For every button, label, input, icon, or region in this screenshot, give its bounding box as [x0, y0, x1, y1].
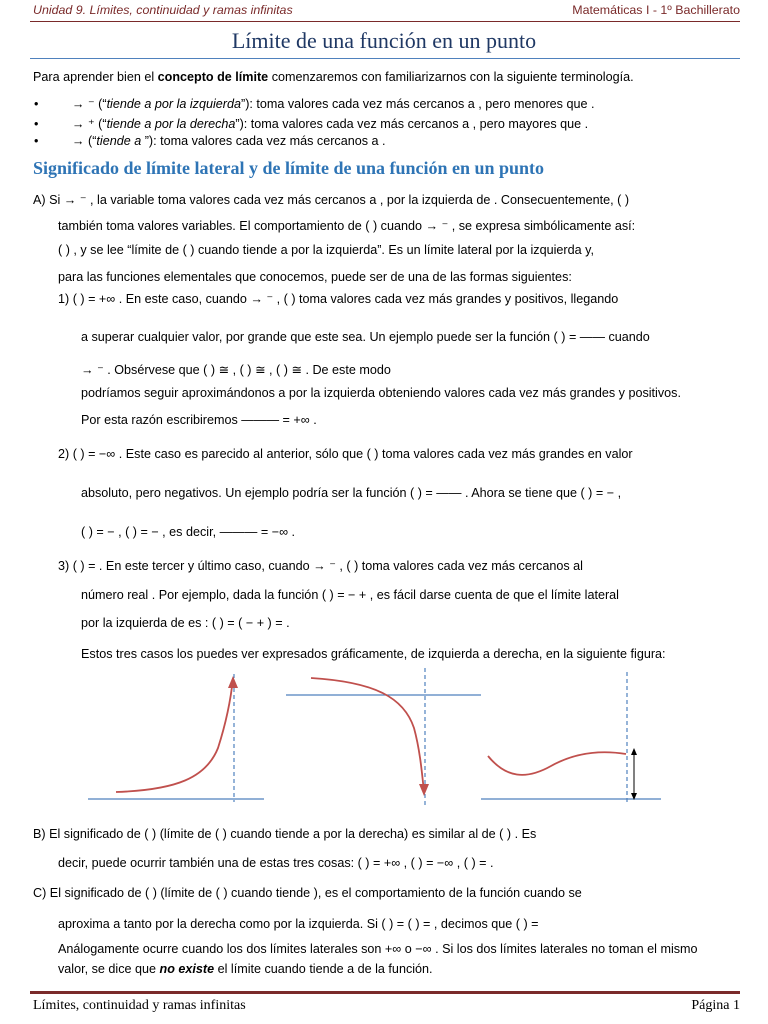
case-3-line: número real . Por ejemplo, dada la función ( ) = − + , es fácil darse cuenta de que el límite lateral	[81, 588, 619, 602]
footer-title: Límites, continuidad y ramas infinitas	[33, 998, 246, 1013]
bullet-text-a: → (“	[71, 134, 97, 148]
header-unit-title: Unidad 9. Límites, continuidad y ramas infinitas	[33, 3, 293, 17]
case-3-line: por la izquierda de es : ( ) = ( − + ) = .	[81, 616, 290, 630]
list-item	[34, 116, 588, 131]
part-a-line: ( ) , y se lee “límite de ( ) cuando tiende a por la izquierda”. Es un límite lateral por la izquierda y,	[58, 243, 594, 257]
title-divider	[30, 58, 740, 59]
graph1-curve	[116, 678, 233, 792]
bullet-text-b: ”): toma valores cada vez más cercanos a , pero menores que .	[241, 97, 595, 111]
case-1-line: a superar cualquier valor, por grande que este sea. Un ejemplo puede ser la función ( ) = —— cuando	[81, 330, 650, 344]
case-1-line: Por esta razón escribiremos ——— = +∞ .	[81, 413, 317, 427]
header-course-title: Matemáticas I - 1º Bachillerato	[572, 3, 740, 17]
list-item	[34, 96, 595, 111]
graph2-arrow-icon	[419, 784, 429, 796]
list-item	[34, 134, 386, 148]
bullet-icon: •	[34, 117, 39, 131]
part-c-last-pre: valor, se dice que	[58, 962, 160, 976]
graph1-arrow-icon	[228, 676, 238, 688]
part-a-line: para las funciones elementales que conocemos, puede ser de una de las formas siguientes:	[58, 270, 572, 284]
case-2-line: absoluto, pero negativos. Un ejemplo podría ser la función ( ) = —— . Ahora se tiene que ( ) = − ,	[81, 486, 622, 500]
case-2-line: ( ) = − , ( ) = − , es decir, ——— = −∞ .	[81, 525, 296, 539]
case-1-line: 1) ( ) = +∞ . En este caso, cuando → ⁻ , ( ) toma valores cada vez más grandes y positivos, llegando	[58, 292, 619, 306]
part-b-line: B) El significado de ( ) (límite de ( ) cuando tiende a por la derecha) es similar al de ( ) . Es	[33, 827, 537, 841]
bullet-text-italic: tiende a	[96, 134, 145, 148]
case-2-line: 2) ( ) = −∞ . Este caso es parecido al anterior, sólo que ( ) toma valores cada vez más grandes en valor	[58, 447, 633, 461]
bullet-text-italic: tiende a por la izquierda	[106, 97, 241, 111]
part-a-line: también toma valores variables. El comportamiento de ( ) cuando → ⁻ , se expresa simbólicamente así:	[58, 219, 636, 233]
intro-text-post: comenzaremos con familiarizarnos con la siguiente terminología.	[268, 70, 634, 84]
case-3-line: 3) ( ) = . En este tercer y último caso, cuando → ⁻ , ( ) toma valores cada vez más cercanos al	[58, 559, 583, 573]
intro-paragraph	[33, 70, 634, 84]
part-c-line	[58, 962, 433, 976]
part-c-line: Análogamente ocurre cuando los dos límites laterales son +∞ o −∞ . Si los dos límites laterales no toman el mismo	[58, 942, 698, 956]
part-b-line: decir, puede ocurrir también una de estas tres cosas: ( ) = +∞ , ( ) = −∞ , ( ) = .	[58, 856, 494, 870]
page-title: Límite de una función en un punto	[231, 28, 537, 53]
part-c-last-post: el límite cuando tiende a de la función.	[214, 962, 433, 976]
part-c-last-emphasis: no existe	[159, 962, 215, 976]
section-heading: Significado de límite lateral y de límite de una función en un punto	[33, 158, 545, 178]
intro-text-pre: Para aprender bien el	[33, 70, 158, 84]
graph3-curve	[488, 752, 626, 775]
header-divider	[30, 21, 740, 22]
graph3-up-arrow-icon	[631, 748, 637, 755]
bullet-text-italic: tiende a por la derecha	[106, 117, 236, 131]
part-c-line: aproxima a tanto por la derecha como por la izquierda. Si ( ) = ( ) = , decimos que ( ) =	[58, 917, 539, 931]
case-1-line: → ⁻ . Obsérvese que ( ) ≅ , ( ) ≅ , ( ) ≅ . De este modo	[81, 363, 391, 377]
limit-cases-figure	[86, 668, 666, 808]
intro-text-bold: concepto de límite	[157, 70, 269, 84]
footer-divider	[30, 991, 740, 994]
bullet-icon: •	[34, 97, 39, 111]
bullet-text-a: → ⁺ (“	[71, 117, 107, 131]
part-a-line: A) Si → ⁻ , la variable toma valores cada vez más cercanos a , por la izquierda de . Consecuentemente, ( )	[33, 193, 630, 207]
part-c-line: C) El significado de ( ) (límite de ( ) cuando tiende ), es el comportamiento de la función cuando se	[33, 886, 582, 900]
page-number: Página 1	[691, 998, 740, 1013]
case-1-line: podríamos seguir aproximándonos a por la izquierda obteniendo valores cada vez más grandes y positivos.	[81, 386, 681, 400]
bullet-text-a: → ⁻ (“	[71, 97, 107, 111]
bullet-text-b: ”): toma valores cada vez más cercanos a , pero mayores que .	[235, 117, 589, 131]
bullet-icon: •	[34, 134, 39, 148]
bullet-text-b: ”): toma valores cada vez más cercanos a .	[144, 134, 386, 148]
figure-caption: Estos tres casos los puedes ver expresados gráficamente, de izquierda a derecha, en la siguiente figura:	[81, 647, 666, 661]
